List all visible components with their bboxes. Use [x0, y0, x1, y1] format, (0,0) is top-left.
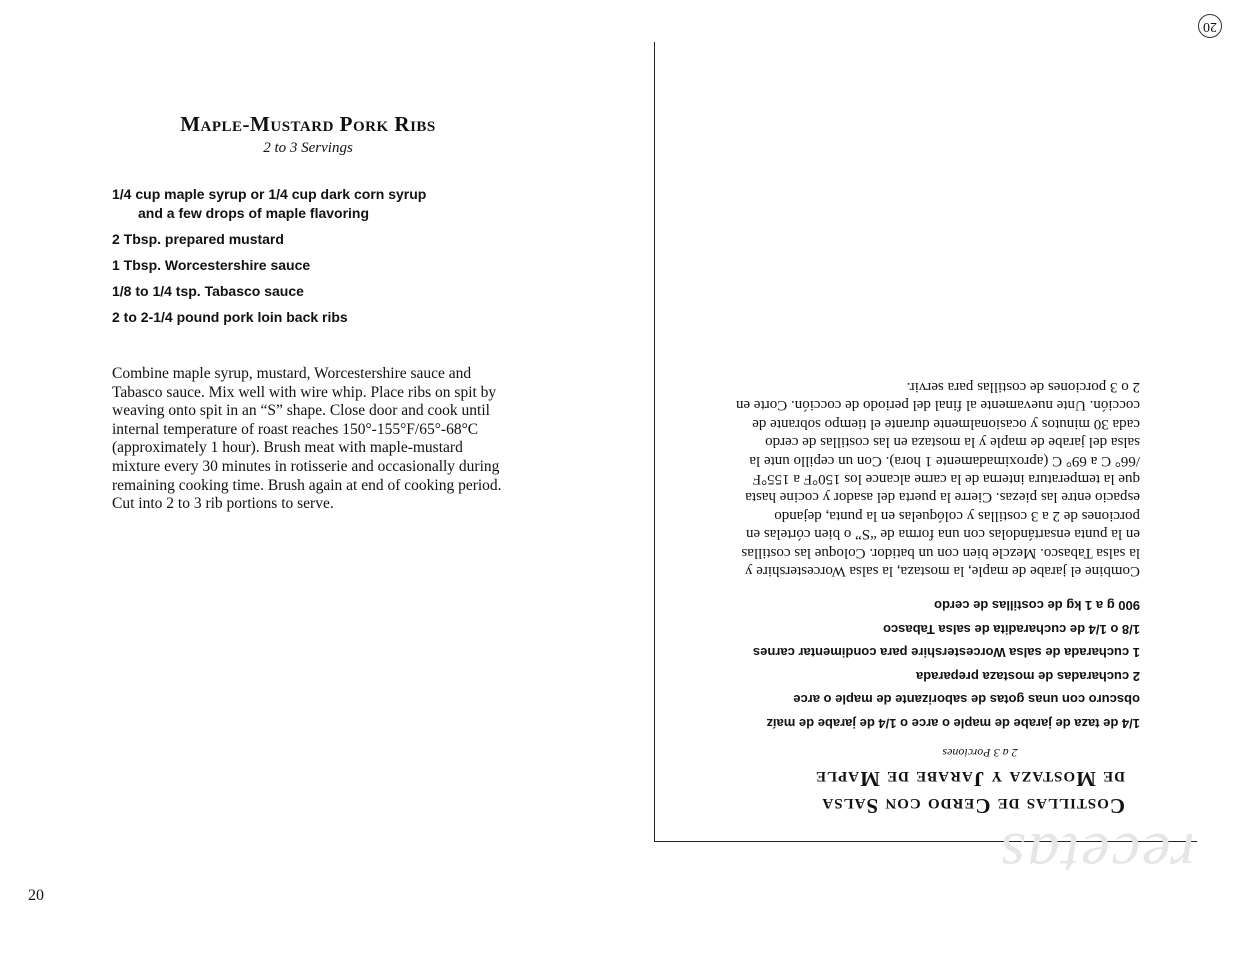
page-number-circled: 20: [1198, 14, 1222, 38]
ingredient-list-es: [690, 594, 1140, 735]
ingredient-item-es: 900 g a 1 kg de costillas de cerdo: [934, 598, 1140, 614]
ingredient-item-es: 2 cucharadas de mostaza preparada: [916, 669, 1140, 684]
ingredient-text-continuation: and a few drops of maple flavoring: [138, 205, 370, 221]
rotated-recipe-block: [640, 0, 1235, 954]
servings-label-es: 2 a 3 Porciones: [942, 746, 1018, 760]
ingredient-text: 2 Tbsp. prepared mustard: [112, 231, 284, 247]
watermark-text: recetas: [998, 820, 1195, 891]
ingredient-item: [112, 230, 532, 249]
ingredient-item-es: obscuro con unas gotas de saborizante de maple o arce: [793, 692, 1140, 708]
ingredient-item: [112, 308, 532, 327]
ingredient-item-es: 1/4 de taza de jarabe de maple o arce o 1/4 de jarabe de maíz: [766, 716, 1140, 731]
ingredient-item-es: 1 cucharada de salsa Worcestershire para condimentar carnes: [752, 645, 1140, 661]
servings-label: 2 to 3 Servings: [263, 140, 353, 156]
ingredient-text: 1/4 cup maple syrup or 1/4 cup dark corn syrup: [112, 186, 427, 202]
ingredient-text: 1 Tbsp. Worcestershire sauce: [112, 257, 311, 273]
right-page-spanish: [640, 0, 1235, 954]
recipe-title: Maple-Mustard Pork Ribs: [180, 112, 436, 136]
ingredient-text: 1/8 to 1/4 tsp. Tabasco sauce: [112, 283, 304, 299]
ingredient-item-es: 1/8 o 1/4 de cucharadita de salsa Tabasco: [883, 622, 1140, 637]
ingredient-item: [112, 282, 532, 301]
recipe-title-es-line1: Costillas de Cerdo con Salsa: [821, 794, 1125, 818]
ingredient-item: [112, 256, 532, 275]
ingredient-item: [112, 185, 532, 223]
recipe-title-es-line2: de Mostaza y Jarabe de Maple: [815, 767, 1125, 791]
method-paragraph-es: Combine el jarabe de maple, la mostaza, la salsa Worcestershire y la salsa Tabasco. Mezcle bien con un batidor. Coloque las costillas en la punta ensartándolas con una forma de “S” o bien córtelas en porciones de 2 a 3 costillas y colóquelas en la punta, dejando espacio entre las piezas. Cierre la puerta del asador y cocine hasta que la temperatura interna de la carne alcance los 150°F a 155°F /66° C a 69° C (aproximadamente 1 hora). Con un cepillo unte la salsa del jarabe de maple y la mostaza en las costillas de cerdo cada 30 minutos y ocasionalmente durante el tiempo sobrante de cocción. Unte nuevamente al final del periodo de cocción. Corte en 2 o 3 porciones de costillas para servir.: [735, 378, 1140, 579]
ingredient-text: 2 to 2-1/4 pound pork loin back ribs: [112, 309, 348, 325]
page-number: 20: [28, 887, 44, 904]
method-paragraph: Combine maple syrup, mustard, Worcestershire sauce and Tabasco sauce. Mix well with wire whip. Place ribs on spit by weaving onto spit in an “S” shape. Close door and cook until internal temperature of roast reaches 150°-155°F/65°-68°C (approximately 1 hour). Brush meat with maple-mustard mixture every 30 minutes in rotisserie and occasionally during remaining cooking time. Brush again at end of cooking period. Cut into 2 to 3 rib portions to serve.: [112, 365, 502, 513]
recipe-title-es: [745, 765, 1125, 819]
ingredient-list: [112, 185, 532, 334]
